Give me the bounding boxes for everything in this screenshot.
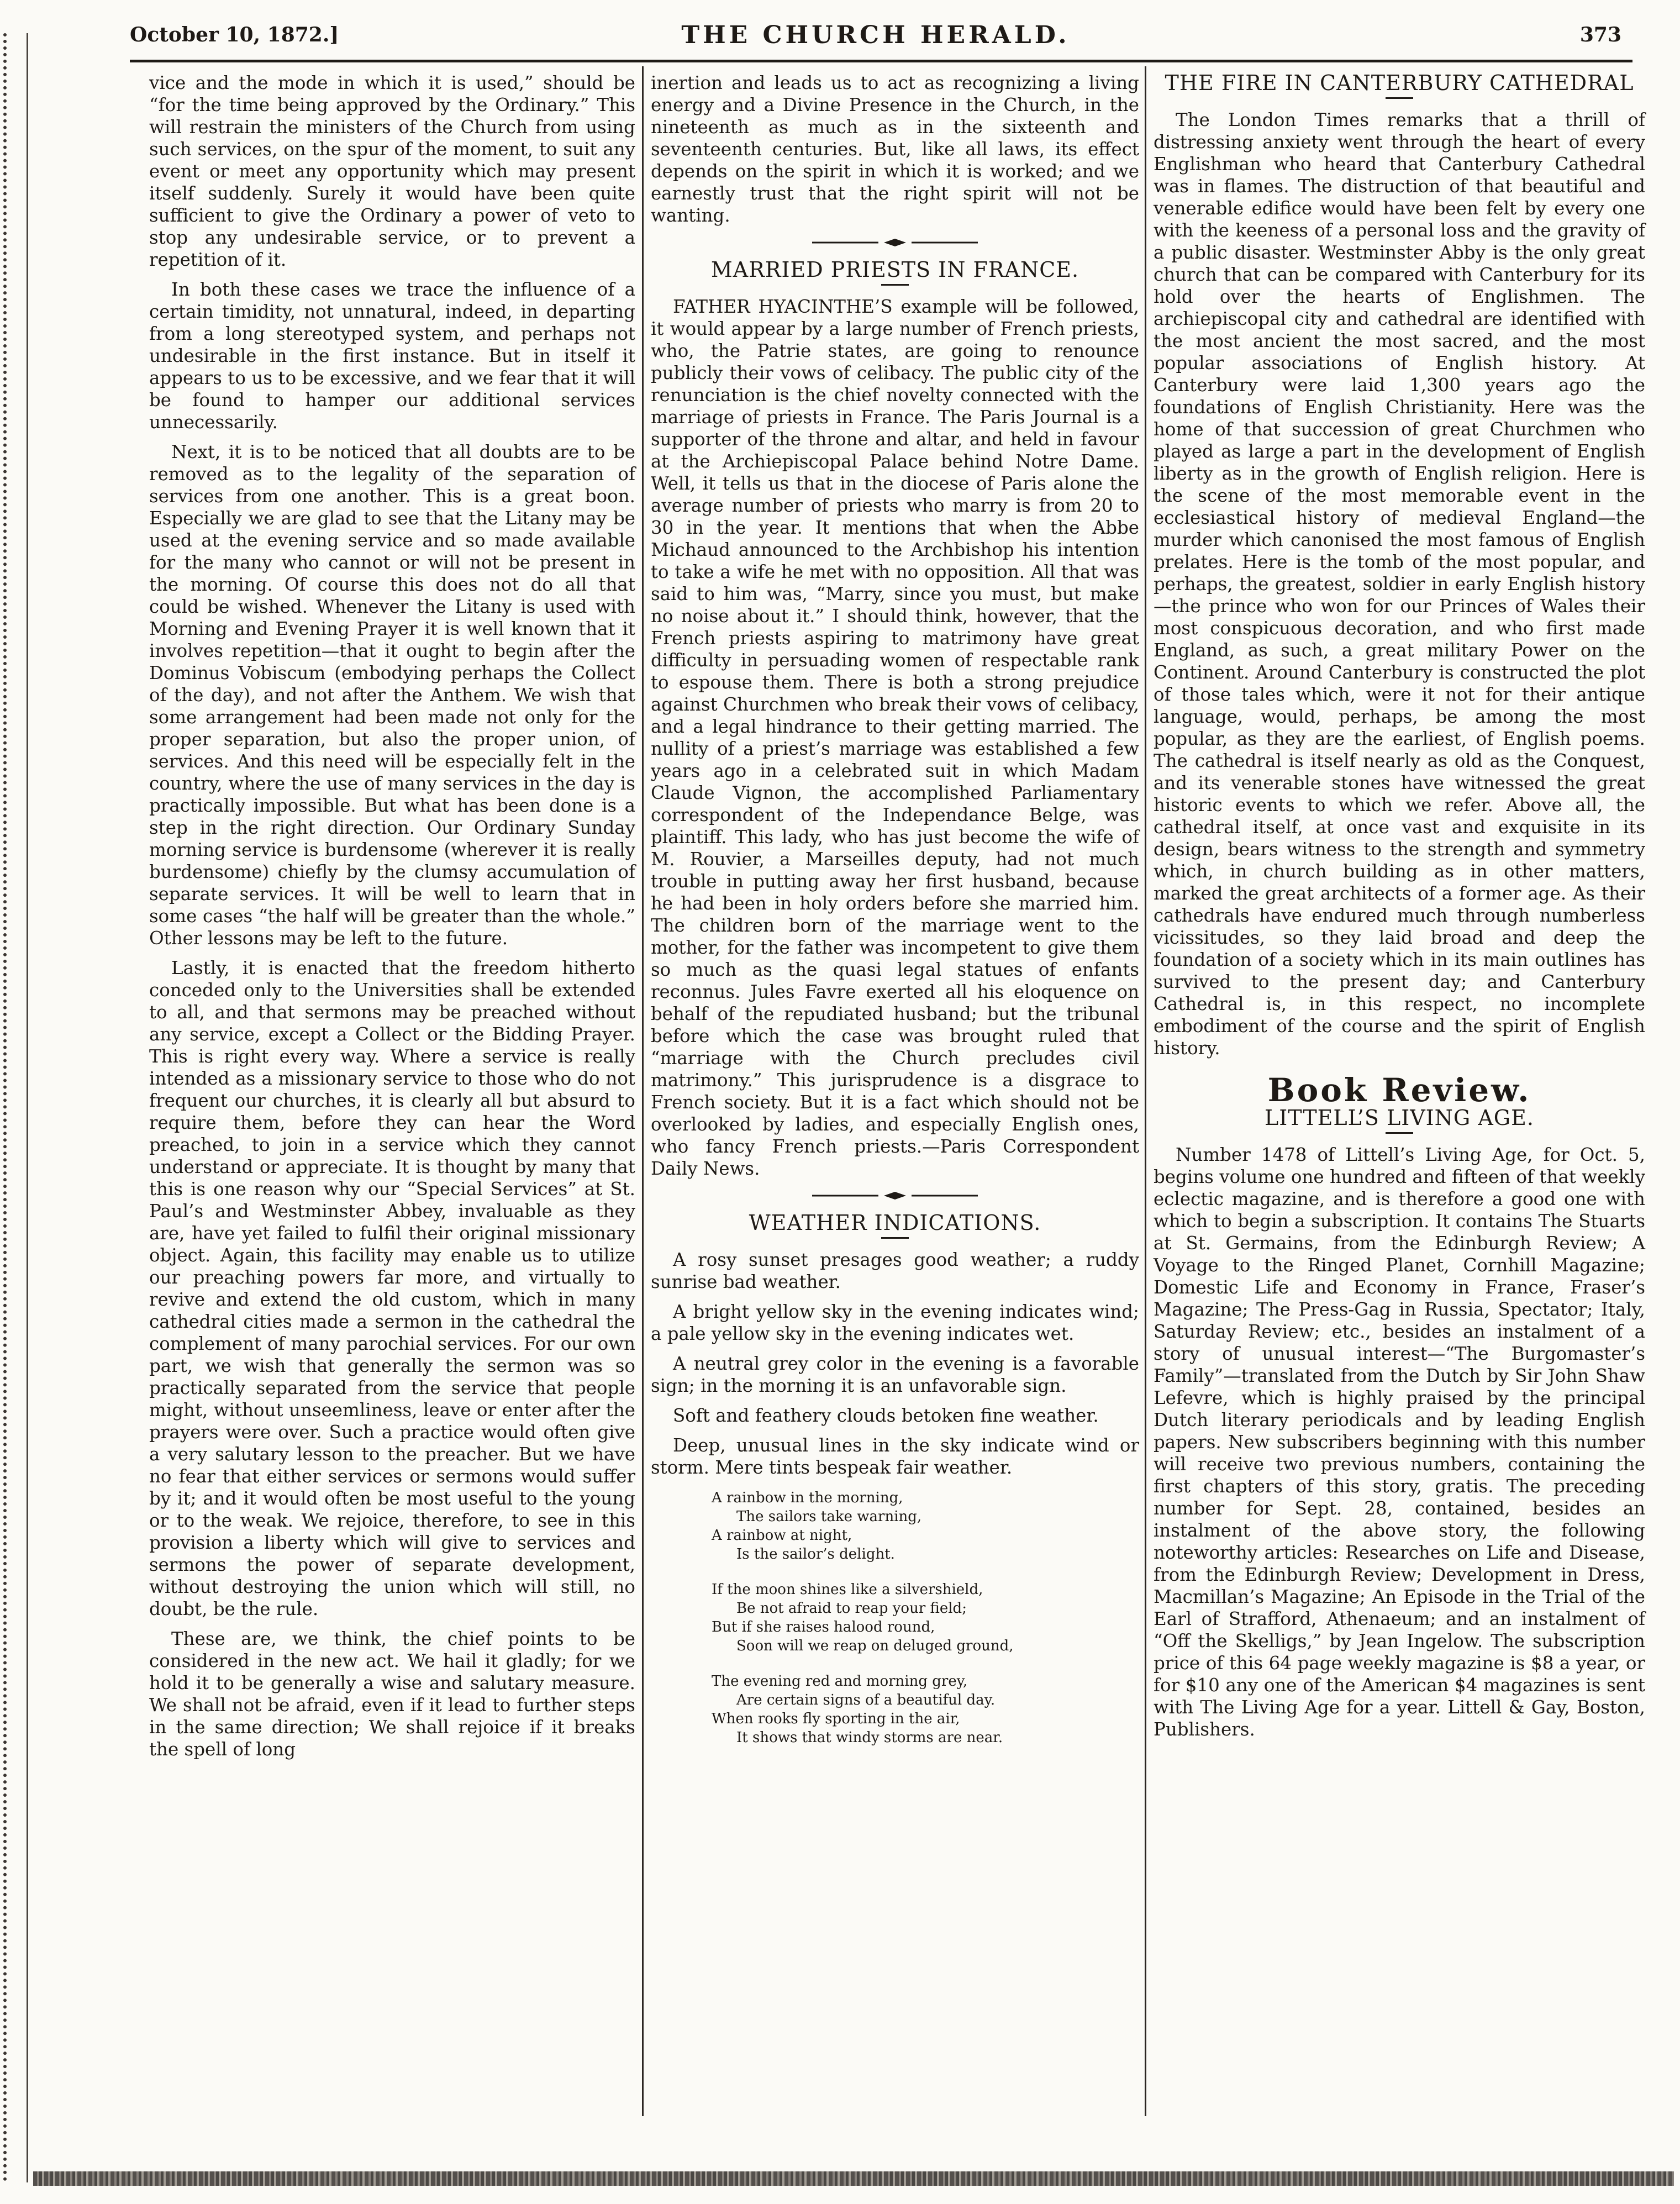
littell-heading: LITTELL’S LIVING AGE. xyxy=(1265,1106,1534,1130)
weather-paragraph: Soft and feathery clouds betoken fine weather. xyxy=(673,1405,1099,1426)
fire-heading: THE FIRE IN CANTERBURY CATHEDRAL xyxy=(1165,71,1634,95)
column-1 xyxy=(149,72,635,1768)
heading-rule xyxy=(881,1237,909,1239)
poem-stanza xyxy=(712,1580,1139,1655)
poem-line: Are certain signs of a beautiful day. xyxy=(736,1692,996,1708)
poem-line: If the moon shines like a silvershield, xyxy=(712,1581,983,1598)
poem-stanza xyxy=(712,1488,1139,1564)
newspaper-title: THE CHURCH HERALD. xyxy=(681,21,1070,49)
weather-poem xyxy=(712,1488,1139,1747)
column-3 xyxy=(1154,72,1645,1748)
poem-line: Be not afraid to reap your field; xyxy=(736,1600,967,1617)
col1-paragraph: In both these cases we trace the influence of a certain timidity, not unnatural, indeed, in departing from a long stereotyped system, and perhaps not undesirable in the first instance. But in itself it appears to us to be excessive, and we fear that it will be found to hamper our additional services unnecessarily. xyxy=(149,279,635,433)
section-ornament xyxy=(812,239,978,246)
col1-paragraph: Next, it is to be noticed that all doubts are to be removed as to the legality of the separation of services from one another. This is a great boon. Especially we are glad to see that the Litany may be used at the evening service and so made available for the many who cannot or will not be present in the morning. Of course this does not do all that could be wished. Whenever the Litany is used with Morning and Evening Prayer it is well known that it involves repetition—that it ought to begin after the Dominus Vobiscum (embodying perhaps the Collect of the day), and not after the Anthem. We wish that some arrangement had been made not only for the proper separation, but also the proper union, of services. And this need will be especially felt in the country, where the use of many services in the day is practically impossible. But what has been done is a step in the right direction. Our Ordinary Sunday morning service is burdensome (wherever it is really burdensome) chiefly by the clumsy accumulation of separate services. It will be well to learn that in some cases “the half will be greater than the whole.” Other lessons may be left to the future. xyxy=(149,441,635,949)
page-number: 373 xyxy=(1579,23,1621,46)
column-divider-2 xyxy=(1145,66,1146,2116)
married-priests-article: FATHER HYACINTHE’S example will be followed, it would appear by a large number of French priests, who, the Patrie states, are going to renounce publicly their vows of celibacy. The public city of the renunciation is the chief novelty connected with the marriage of priests in France. The Paris Journal is a supporter of the throne and altar, and held in favour at the Archiepiscopal Palace behind Notre Dame. Well, it tells us that in the diocese of Paris alone the average number of priests who marry is from 20 to 30 in the year. It mentions that when the Abbe Michaud announced to the Archbishop his intention to take a wife he met with no opposition. All that was said to him was, “Marry, since you must, but make no noise about it.” I should think, however, that the French priests aspiring to matrimony have great difficulty in persuading women of respectable rank to espouse them. There is both a strong prejudice against Churchmen who break their vows of celibacy, and a legal hindrance to their getting married. The nullity of a priest’s marriage was established a few years ago in a celebrated suit in which Madam Claude Vignon, the accomplished Parliamentary correspondent of the Independance Belge, was plaintiff. This lady, who has just become the wife of M. Rouvier, a Marseilles deputy, had not much trouble in putting away her first husband, because he had been in holy orders before she married him. The children born of the marriage went to the mother, for the father was incompetent to give them so much as the quasi legal statues of enfants reconnus. Jules Favre exerted all his eloquence on behalf of the repudiated husband; but the tribunal before which the case was brought ruled that “marriage with the Church precludes civil matrimony.” This jurisprudence is a disgrace to French society. But it is a fact which should not be overlooked by ladies, and especially English ones, who fancy French priests.—Paris Correspondent Daily News. xyxy=(651,296,1139,1179)
heading-rule xyxy=(1386,1132,1413,1134)
heading-rule xyxy=(1386,97,1413,99)
poem-line: But if she raises halood round, xyxy=(712,1619,935,1635)
poem-line: A rainbow in the morning, xyxy=(712,1490,903,1506)
poem-stanza xyxy=(712,1672,1139,1747)
bottom-edge-scan-artifact xyxy=(33,2171,1674,2186)
col1-paragraph: vice and the mode in which it is used,” should be “for the time being approved by the Ordinary.” This will restrain the ministers of the Church from using such services, on the spur of the moment, to suit any event or meet any opportunity which may present itself suddenly. Surely it would have been quite sufficient to give the Ordinary a power of veto to stop any undesirable service, or to prevent a repetition of it. xyxy=(149,72,635,270)
weather-paragraph: A rosy sunset presages good weather; a ruddy sunrise bad weather. xyxy=(651,1249,1139,1292)
weather-paragraph: Deep, unusual lines in the sky indicate wind or storm. Mere tints bespeak fair weather. xyxy=(651,1435,1139,1478)
heading-rule xyxy=(881,284,909,286)
poem-line: The evening red and morning grey, xyxy=(712,1673,968,1690)
poem-line: Is the sailor’s delight. xyxy=(736,1546,895,1563)
weather-paragraph: A bright yellow sky in the evening indicates wind; a pale yellow sky in the evening indicates wet. xyxy=(651,1301,1139,1344)
column-divider-1 xyxy=(642,66,644,2116)
masthead-rule xyxy=(130,60,1632,62)
masthead xyxy=(130,17,1621,61)
issue-date: October 10, 1872.] xyxy=(130,23,339,46)
married-priests-heading: MARRIED PRIESTS IN FRANCE. xyxy=(710,257,1079,282)
weather-heading: WEATHER INDICATIONS. xyxy=(749,1211,1041,1235)
poem-line: When rooks fly sporting in the air, xyxy=(712,1711,960,1727)
fire-article: The London Times remarks that a thrill of distressing anxiety went through the heart of every Englishman who heard that Canterbury Cathedral was in flames. The distruction of that beautiful and venerable edifice would have been felt by every one with the keeness of a personal loss and the gravity of a public disaster. Westminster Abby is the only great church that can be compared with Canterbury for its hold over the hearts of Englishmen. The archiepiscopal city and cathedral are identified with the most ancient the most sacred, and the most popular associations of English history. At Canterbury were laid 1,300 years ago the foundations of English Christianity. Here was the home of that succession of great Churchmen who played as large a part in the development of English liberty as in the growth of English religion. Here is the scene of the most memorable event in the ecclesiastical history of medieval England—the murder which canonised the most famous of English prelates. Here is the tomb of the most popular, and perhaps, the greatest, soldier in early English history—the prince who won for our Princes of Wales their most conspicuous decoration, and who first made England, as such, a great military Power on the Continent. Around Canterbury is constructed the plot of those tales which, were it not for their antique language, would, perhaps, be among the most popular, as they are the earliest, of English poems. The cathedral is itself nearly as old as the Conquest, and its venerable stones have witnessed the great historic events to which we refer. Above all, the cathedral itself, at once vast and exquisite in its design, bears witness to the strength and symmetry which, in church building as in other matters, marked the great architects of a former age. As their cathedrals have endured much through numberless vicissitudes, so they laid broad and deep the foundation of a society which in its main outlines has survived to the present day; and Canterbury Cathedral is, in this respect, no incomplete embodiment of the course and the spirit of English history. xyxy=(1154,109,1645,1059)
poem-line: Soon will we reap on deluged ground, xyxy=(736,1638,1014,1654)
littell-article: Number 1478 of Littell’s Living Age, for Oct. 5, begins volume one hundred and fifteen of that weekly eclectic magazine, and is therefore a good one with which to begin a subscription. It contains The Stuarts at St. Germains, from the Edinburgh Review; A Voyage to the Ringed Planet, Cornhill Magazine; Domestic Life and Economy in France, Fraser’s Magazine; The Press-Gag in Russia, Spectator; Italy, Saturday Review; etc., besides an instalment of a story of unusual interest—“The Burgomaster’s Family”—translated from the Dutch by Sir John Shaw Lefevre, which is highly praised by the principal Dutch literary periodicals and by leading English papers. New subscribers beginning with this number will receive two previous numbers, containing the first chapters of this story, gratis. The preceding number for Sept. 28, contained, besides an instalment of the above story, the following noteworthy articles: Researches on Life and Disease, from the Edinburgh Review; Development in Dress, Macmillan’s Magazine; An Episode in the Trial of the Earl of Strafford, Athenaeum; and an instalment of “Off the Skelligs,” by Jean Ingelow. The subscription price of this 64 page weekly magazine is $8 a year, or for $10 any one of the American $4 magazines is sent with The Living Age for a year. Littell & Gay, Boston, Publishers. xyxy=(1154,1144,1645,1740)
col1-paragraph: Lastly, it is enacted that the freedom hitherto conceded only to the Universities shall be extended to all, and that sermons may be preached without any service, except a Collect or the Bidding Prayer. This is right every way. Where a service is really intended as a missionary service to those who do not frequent our churches, it is clearly all but absurd to require them, before they can hear the Word preached, to join in a service which they cannot understand or appreciate. It is thought by many that this is one reason why our “Special Services” at St. Paul’s and Westminster Abbey, invaluable as they are, have yet failed to fulfil their original missionary object. Again, this facility may enable us to utilize our preaching powers far more, and virtually to revive and extend the old custom, which in many cathedral cities made a sermon in the cathedral the complement of many parochial services. For our own part, we wish that generally the sermon was so practically separated from the service that people might, without unseemliness, leave or enter after the prayers were over. Such a practice would often give a very salutary lesson to the preacher. But we have no fear that either services or sermons would suffer by it; and it would often be most useful to the young or to the weak. We rejoice, therefore, to see in this provision a liberty which will give to services and sermons the power of separate development, without destroying the union which will still, no doubt, be the rule. xyxy=(149,958,635,1619)
weather-paragraph: A neutral grey color in the evening is a favorable sign; in the morning it is an unfavorable sign. xyxy=(651,1353,1139,1396)
col1-paragraph: These are, we think, the chief points to be considered in the new act. We hail it gladly; for we hold it to be generally a wise and salutary measure. We shall not be afraid, even if it lead to further steps in the same direction; We shall rejoice if it breaks the spell of long xyxy=(149,1628,635,1760)
poem-line: A rainbow at night, xyxy=(712,1527,852,1544)
column-2 xyxy=(651,72,1139,1764)
col2-continuation: inertion and leads us to act as recognizing a living energy and a Divine Presence in the Church, in the nineteenth as much as in the sixteenth and seventeenth centuries. But, like all laws, its effect depends on the spirit in which it is worked; and we earnestly trust that the right spirit will not be wanting. xyxy=(651,72,1139,226)
poem-line: The sailors take warning, xyxy=(736,1508,922,1525)
binding-line xyxy=(27,33,28,2182)
section-ornament xyxy=(812,1192,978,1200)
binding-stitches xyxy=(3,33,40,2182)
poem-line: It shows that windy storms are near. xyxy=(736,1729,1003,1746)
book-review-heading: Book Review. xyxy=(1267,1071,1531,1109)
